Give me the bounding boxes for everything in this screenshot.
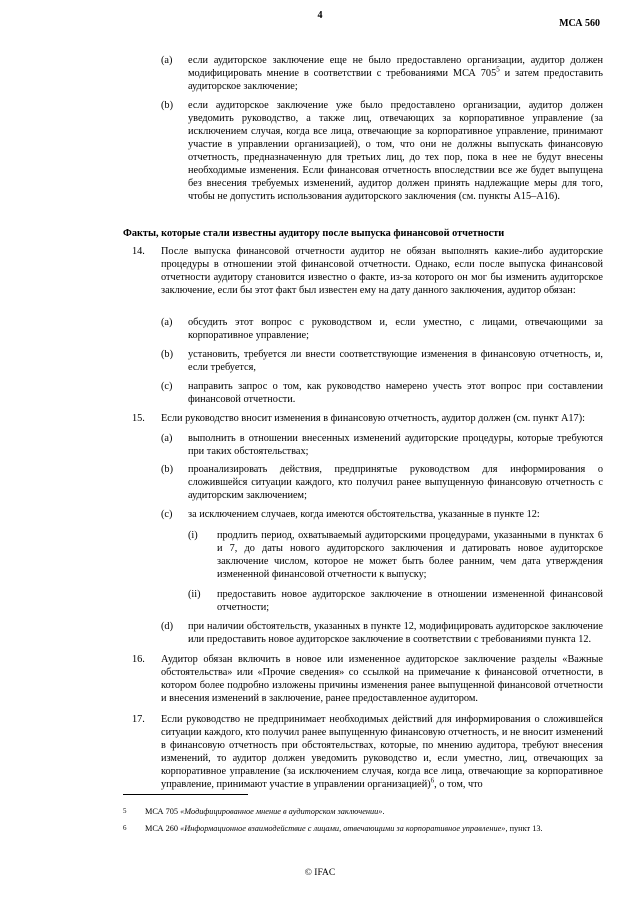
footnote-divider — [123, 794, 248, 795]
paragraph-text: Если руководство не предпринимает необходимых действий для информирования о сложившейся ситуации каждого, кто получил ранее выпущенную финансовую отчетность, и не вносит изменений в финансовую отчетность при обстоятельствах, которые, по мнению аудитора, требуют внесения изменений, то аудитор должен уведомить руководство и, если уместно, лиц, отвечающих за корпоративное управление (за исключением случая, когда все лица, отвечающие за корпоративное управление, принимают участие в управлении организацией)$^6$, о том, что — [161, 714, 603, 790]
item-text: выполнить в отношении внесенных изменений аудиторские процедуры, которые требуются при таких обстоятельствах; — [188, 433, 603, 457]
item-label: (b) — [161, 100, 174, 111]
subitem-label: (ii) — [188, 589, 201, 600]
subitem-label: (i) — [188, 530, 198, 541]
copyright-footer: © IFAC — [304, 868, 336, 878]
section-heading: Факты, которые стали известны аудитору после выпуска финансовой отчетности — [123, 228, 505, 239]
footnote-number: 6 — [123, 824, 127, 832]
paragraph-text: Аудитор обязан включить в новое или измененное аудиторское заключение разделы «Важные обстоятельства» или «Прочие сведения» со ссылкой на примечание к финансовой отчетности, в котором более подробно изложены причины изменения ранее выпущенной финансовой отчетности и внесения изменений в заключение, ранее предоставленное аудитором. — [161, 654, 603, 704]
paragraph-text: После выпуска финансовой отчетности аудитор не обязан выполнять какие-либо аудиторские процедуры в отношении этой финансовой отчетности. Однако, если после выпуска финансовой отчетности аудитору становится известно о факте, из-за которого он мог бы изменить аудиторское заключение, если бы этот факт был известен ему на дату данного заключения, аудитор обязан: — [161, 246, 603, 296]
paragraph-number: 17. — [132, 714, 145, 725]
item-label: (c) — [161, 509, 173, 520]
item-text: обсудить этот вопрос с руководством и, если уместно, с лицами, отвечающими за корпоративное управление; — [188, 317, 603, 341]
paragraph-text: Если руководство вносит изменения в финансовую отчетность, аудитор должен (см. пункт A17): — [161, 413, 585, 424]
footnote-number: 5 — [123, 807, 127, 815]
subitem-text: предоставить новое аудиторское заключение в отношении измененной финансовой отчетности; — [217, 589, 603, 613]
item-label: (d) — [161, 621, 174, 632]
footnote-text: МСА 260 «Информационное взаимодействие с лицами, отвечающими за корпоративное управление», пункт 13. — [145, 824, 543, 833]
item-text: направить запрос о том, как руководство намерено учесть этот вопрос при составлении финансовой отчетности. — [188, 381, 603, 405]
footnote-ref: 6 — [430, 776, 435, 785]
item-label: (a) — [161, 317, 173, 328]
item-label: (c) — [161, 381, 173, 392]
subitem-text: продлить период, охватываемый аудиторскими процедурами, указанными в пунктах 6 и 7, до даты нового аудиторского заключения и датировать новое аудиторское заключение числом, которое не может быть более ранним, чем дата утверждения измененной финансовой отчетности к выпуску; — [217, 530, 603, 580]
item-text: если аудиторское заключение еще не было предоставлено организации, аудитор должен модифицировать мнение в соответствии с требованиями МСА $705^5$ и затем предоставить аудиторское заключение; — [188, 55, 603, 92]
paragraph-number: 14. — [132, 246, 145, 257]
footnote-ref: 5 — [496, 65, 500, 74]
item-text: за исключением случаев, когда имеются обстоятельства, указанные в пункте 12: — [188, 509, 540, 520]
footnote-text: МСА 705 «Модифицированное мнение в аудиторском заключении». — [145, 807, 385, 816]
item-label: (a) — [161, 55, 173, 66]
item-label: (a) — [161, 433, 173, 444]
item-text: при наличии обстоятельств, указанных в пункте 12, модифицировать аудиторское заключение или предоставить новое аудиторское заключение в соответствии с требованиями пункта 12. — [188, 621, 603, 645]
item-text: проанализировать действия, предпринятые руководством для информирования о сложившейся ситуации каждого, кто получил ранее выпущенную финансовую отчетность с аудиторским заключением; — [188, 464, 603, 501]
item-text: установить, требуется ли внести соответствующие изменения в финансовую отчетность, и, если требуется, — [188, 349, 603, 373]
page-number: 4 — [317, 10, 323, 21]
standard-reference: МСА 560 — [559, 18, 600, 29]
item-label: (b) — [161, 464, 174, 475]
paragraph-number: 16. — [132, 654, 145, 665]
paragraph-number: 15. — [132, 413, 145, 424]
item-text: если аудиторское заключение уже было предоставлено организации, аудитор должен уведомить руководство, а также лиц, отвечающих за корпоративное управление (за исключением случая, когда все лица, отвечающие за корпоративное управление, принимают участие в управлении организацией), о том, что они не должны выпускать финансовую отчетность, предназначенную для третьих лиц, до тех пор, пока в нее не будут внесены необходимые изменения. Если финансовая отчетность впоследствии все же будет выпущена без внесения требуемых изменений, аудитор должен принять надлежащие меры для того, чтобы не допустить использования аудиторского заключения (см. пункты A15–A16). — [188, 100, 603, 202]
item-label: (b) — [161, 349, 174, 360]
